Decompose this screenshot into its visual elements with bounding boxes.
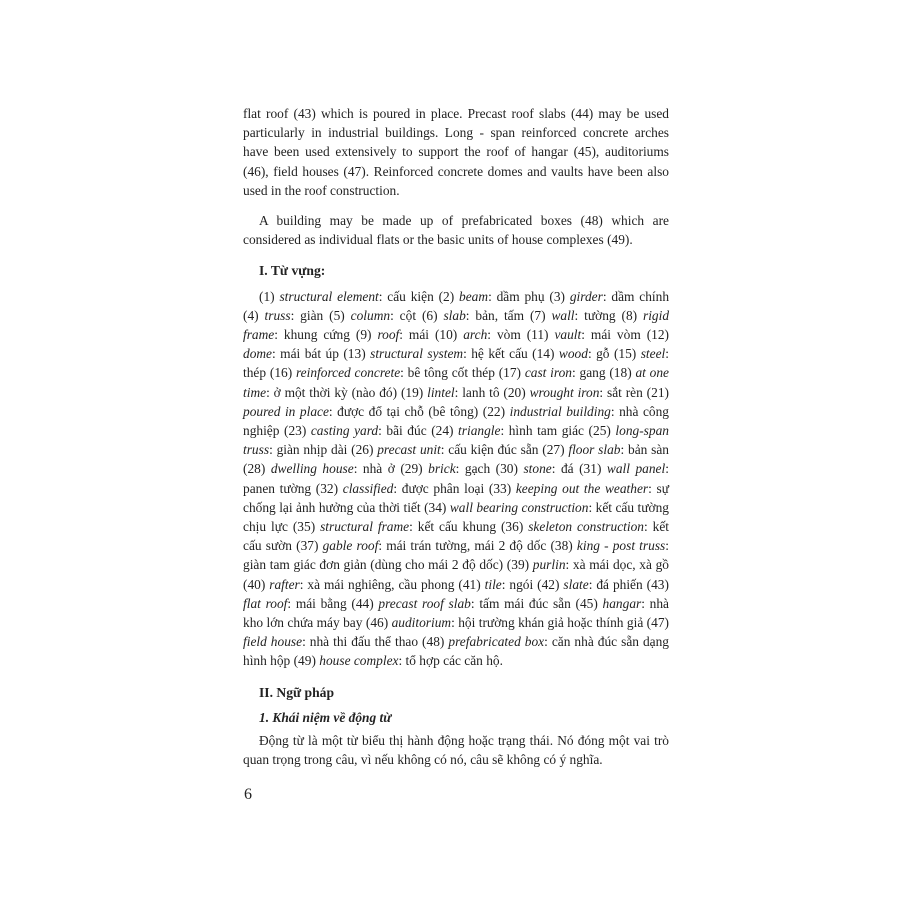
vocab-number: (28): [243, 461, 271, 477]
vocab-number: (43): [646, 576, 669, 592]
vocab-item: [401, 385, 503, 400]
vocab-definition: : giàn tam giác đơn giản (dùng cho mái 2 độ dốc): [243, 538, 669, 573]
vocab-number: (22): [482, 403, 510, 419]
vocab-term: long-span truss: [243, 423, 669, 458]
vocab-term: dwelling house: [270, 461, 354, 477]
vocab-item: [496, 461, 579, 476]
vocab-number: (44): [351, 595, 379, 611]
vocab-term: brick: [428, 461, 456, 477]
vocab-term: wall panel: [606, 461, 666, 477]
vocab-number: (13): [343, 346, 371, 362]
vocab-number: (14): [532, 346, 559, 362]
grammar-paragraph: Động từ là một từ biểu thị hành động hoặc trạng thái. Nó đóng một vai trò quan trọng trong câu, vì nếu không có nó, câu sẽ không có ý nghĩa.: [243, 733, 669, 768]
vocab-term: skeleton construction: [528, 519, 644, 535]
vocab-term: arch: [463, 327, 488, 343]
vocab-definition: : bản, tấm: [465, 307, 530, 323]
vocab-item: [293, 519, 501, 534]
vocab-definition: : bê tông cốt thép: [400, 365, 499, 381]
vocab-item: [499, 365, 610, 380]
vocab-term: wall: [551, 307, 575, 323]
vocab-item: [316, 481, 489, 496]
vocab-item: [542, 442, 669, 457]
vocab-definition: : tường: [574, 307, 622, 323]
vocab-definition: : thép: [243, 346, 669, 381]
vocab-term: truss: [264, 307, 291, 323]
vocab-number: (30): [495, 461, 524, 477]
vocab-definition: : bãi đúc: [378, 423, 432, 439]
grammar-subheading: 1. Khái niệm về động từ: [259, 709, 392, 725]
vocab-term: column: [350, 307, 391, 323]
vocab-definition: : ở một thời kỳ (nào đó): [266, 384, 401, 400]
vocab-number: (9): [355, 327, 378, 343]
vocab-definition: : dầm chính: [602, 288, 670, 304]
vocab-term: slab: [443, 307, 466, 323]
vocab-term: girder: [569, 288, 603, 304]
vocab-definition: : hệ kết cấu: [463, 346, 533, 362]
vocab-definition: : panen tường: [243, 461, 669, 496]
vocab-number: (31): [579, 461, 607, 477]
page-content: [243, 104, 669, 770]
vocab-term: floor slab: [568, 442, 621, 458]
vocab-term: purlin: [532, 557, 566, 573]
vocab-item: [439, 289, 550, 304]
vocab-term: field house: [243, 634, 303, 650]
vocab-term: slate: [563, 576, 589, 592]
vocab-definition: : lanh tô: [454, 384, 504, 400]
vocab-definition: : được đổ tại chỗ (bê tông): [328, 403, 483, 419]
vocab-term: precast roof slab: [378, 595, 471, 611]
vocab-item: [284, 423, 431, 438]
vocab-definition: : nhà kho lớn chứa máy bay: [243, 595, 669, 631]
vocab-definition: : giàn nhịp dài: [269, 442, 352, 458]
vocab-term: wood: [558, 346, 588, 362]
vocab-definition: : mái bát úp: [272, 346, 344, 362]
vocab-item: [356, 327, 435, 342]
vocab-number: (11): [526, 327, 555, 343]
vocab-definition: : gạch: [455, 461, 496, 477]
vocab-term: roof: [377, 327, 400, 343]
vocab-number: (4): [243, 307, 265, 323]
vocab-number: (20): [503, 384, 530, 400]
vocab-item: [243, 577, 458, 592]
vocab-item: [537, 577, 646, 592]
vocab-term: rafter: [269, 576, 300, 592]
vocab-term: steel: [640, 346, 666, 362]
vocab-term: industrial building: [509, 403, 611, 419]
vocab-item: [329, 308, 422, 323]
vocab-term: precast unit: [377, 442, 441, 458]
vocab-number: (36): [500, 519, 529, 535]
vocab-term: at one time: [243, 365, 669, 400]
vocab-term: classified: [342, 480, 394, 496]
vocab-number: (33): [488, 480, 516, 496]
vocab-list: [243, 287, 669, 671]
vocab-item: [243, 308, 329, 323]
vocab-number: (10): [434, 327, 464, 343]
vocab-number: (8): [621, 307, 643, 323]
vocab-number: (26): [351, 442, 378, 458]
vocab-definition: : mái vòm: [581, 327, 647, 343]
vocab-term: house complex: [319, 653, 399, 669]
vocab-term: structural system: [370, 346, 464, 362]
vocab-item: [366, 615, 647, 630]
vocab-number: (45): [575, 595, 603, 611]
vocab-item: [530, 308, 622, 323]
vocab-term: gable roof: [322, 538, 379, 554]
vocab-term: auditorium: [391, 615, 452, 631]
vocab-number: (23): [284, 423, 311, 439]
vocab-definition: : kết cấu sườn: [243, 519, 669, 554]
vocab-term: wall bearing construction: [449, 499, 589, 515]
vocab-term: king - post truss: [576, 538, 666, 554]
vocab-term: poured in place: [243, 403, 329, 419]
vocab-number: (16): [269, 365, 296, 381]
vocab-item: [351, 596, 575, 611]
vocab-term: cast iron: [524, 365, 572, 381]
vocab-definition: : được phân loại: [393, 480, 489, 496]
vocab-number: (3): [549, 288, 570, 304]
vocab-definition: : kết cấu tường chịu lực: [243, 499, 669, 535]
vocab-definition: : giàn: [290, 307, 330, 323]
vocab-term: triangle: [458, 423, 501, 439]
vocab-definition: : xà mái nghiêng, cầu phong: [299, 576, 459, 592]
grammar-heading: II. Ngữ pháp: [259, 684, 335, 700]
vocab-number: (1): [259, 288, 280, 304]
vocab-number: (7): [529, 307, 552, 323]
vocab-item: [270, 365, 499, 380]
vocab-definition: : đá: [551, 461, 580, 477]
vocab-definition: : dầm phụ: [488, 288, 550, 304]
vocab-number: (41): [458, 576, 485, 592]
vocab-item: [507, 557, 669, 572]
vocab-number: (24): [431, 423, 459, 439]
vocab-number: (49): [293, 653, 320, 669]
vocab-term: dome: [243, 346, 273, 362]
vocab-term: tile: [484, 576, 502, 592]
vocab-definition: : mái bằng: [287, 595, 352, 611]
vocab-number: (12): [646, 327, 669, 343]
vocab-item: [503, 385, 646, 400]
vocab-number: (27): [542, 442, 569, 458]
vocab-number: (46): [365, 615, 392, 631]
vocab-number: (5): [329, 307, 351, 323]
intro-paragraph-2: A building may be made up of prefabricated boxes (48) which are considered as individual flats or the basic units of house complexes (49).: [243, 213, 669, 248]
vocab-item: [431, 423, 588, 438]
intro-paragraph-1: flat roof (43) which is poured in place. Precast roof slabs (44) may be used particularly in industrial buildings. Long - span reinforced concrete arches have been used extensively to support the roof of hangar (45), auditoriums (46), field houses (47). Reinforced concrete domes and vaults have been also used in the roof construction.: [243, 106, 669, 198]
vocab-number: (37): [296, 538, 323, 554]
vocab-definition: : sự chống lại ảnh hưởng của thời tiết: [243, 480, 669, 515]
vocab-definition: : nhà công nghiệp: [243, 403, 669, 439]
vocab-item: [351, 442, 542, 457]
vocab-definition: : cấu kiện đúc sẵn: [440, 442, 543, 458]
vocab-term: beam: [459, 288, 489, 304]
vocab-number: (32): [315, 480, 343, 496]
vocab-number: (48): [422, 634, 449, 650]
vocab-term: lintel: [427, 384, 455, 400]
vocab-item: [243, 461, 400, 476]
vocab-term: rigid frame: [243, 307, 670, 343]
vocab-number: (17): [498, 365, 525, 381]
vocab-definition: : sắt rèn: [599, 384, 647, 400]
vocab-definition: : gang: [572, 365, 610, 381]
vocab-number: (34): [424, 499, 450, 515]
vocab-number: (35): [292, 519, 321, 535]
vocab-term: structural element: [279, 288, 379, 304]
vocab-definition: : đá phiến: [588, 576, 647, 592]
vocab-number: (15): [613, 346, 641, 362]
vocab-definition: : mái trán tường, mái 2 độ dốc: [378, 538, 551, 554]
vocab-definition: : xà mái dọc, xà gồ: [565, 557, 669, 573]
vocab-definition: : hội trường khán giả hoặc thính giả: [451, 615, 647, 631]
vocab-definition: : kết cấu khung: [409, 519, 501, 535]
vocab-item: [296, 538, 550, 553]
vocab-item: [532, 346, 614, 361]
vocab-definition: : khung cứng: [274, 327, 356, 343]
vocab-number: (21): [646, 384, 669, 400]
vocab-term: prefabricated box: [448, 634, 545, 650]
vocab-definition: : cột: [390, 307, 422, 323]
vocab-item: [549, 289, 669, 304]
vocab-item: [527, 327, 647, 342]
vocab-term: vault: [554, 327, 582, 343]
vocab-item: [422, 308, 530, 323]
vocab-number: (29): [400, 461, 429, 477]
vocab-number: (47): [646, 615, 669, 631]
vocab-number: (6): [421, 307, 444, 323]
vocab-term: flat roof: [243, 595, 288, 611]
vocab-number: (38): [550, 538, 577, 554]
vocab-number: (2): [438, 288, 460, 304]
vocab-item: [259, 289, 439, 304]
vocab-definition: : ngói: [501, 576, 538, 592]
vocab-term: stone: [523, 461, 552, 477]
vocab-term: structural frame: [320, 519, 410, 535]
vocab-definition: : tấm mái đúc sẵn: [470, 595, 576, 611]
vocab-definition: : mái: [399, 327, 435, 343]
vocab-definition: : hình tam giác: [500, 423, 589, 439]
vocab-number: (18): [609, 365, 636, 381]
vocab-heading: I. Từ vựng:: [259, 263, 326, 279]
page-number: 6: [244, 786, 252, 803]
vocab-item: [435, 327, 527, 342]
vocab-term: keeping out the weather: [515, 480, 649, 496]
vocab-definition: : cấu kiện: [378, 288, 439, 304]
vocab-definition: : nhà thi đấu thể thao: [302, 634, 423, 650]
vocab-number: (25): [588, 423, 616, 439]
vocab-item: [294, 653, 503, 668]
vocab-number: (39): [506, 557, 533, 573]
vocab-term: hangar: [602, 595, 642, 611]
vocab-term: casting yard: [310, 423, 379, 439]
vocab-item: [400, 461, 495, 476]
vocab-number: (42): [537, 576, 564, 592]
vocab-definition: : vòm: [487, 327, 527, 343]
vocab-number: (19): [400, 384, 428, 400]
vocab-term: reinforced concrete: [295, 365, 401, 381]
vocab-definition: : căn nhà đúc sẵn dạng hình hộp: [243, 634, 669, 669]
vocab-term: wrought iron: [529, 384, 600, 400]
vocab-definition: : nhà ở: [353, 461, 401, 477]
vocab-definition: : gỗ: [587, 346, 614, 362]
vocab-definition: : bản sàn: [620, 442, 669, 458]
vocab-item: [458, 577, 537, 592]
vocab-item: [343, 346, 532, 361]
vocab-number: (40): [243, 576, 270, 592]
vocab-definition: : tổ hợp các căn hộ.: [398, 653, 503, 669]
